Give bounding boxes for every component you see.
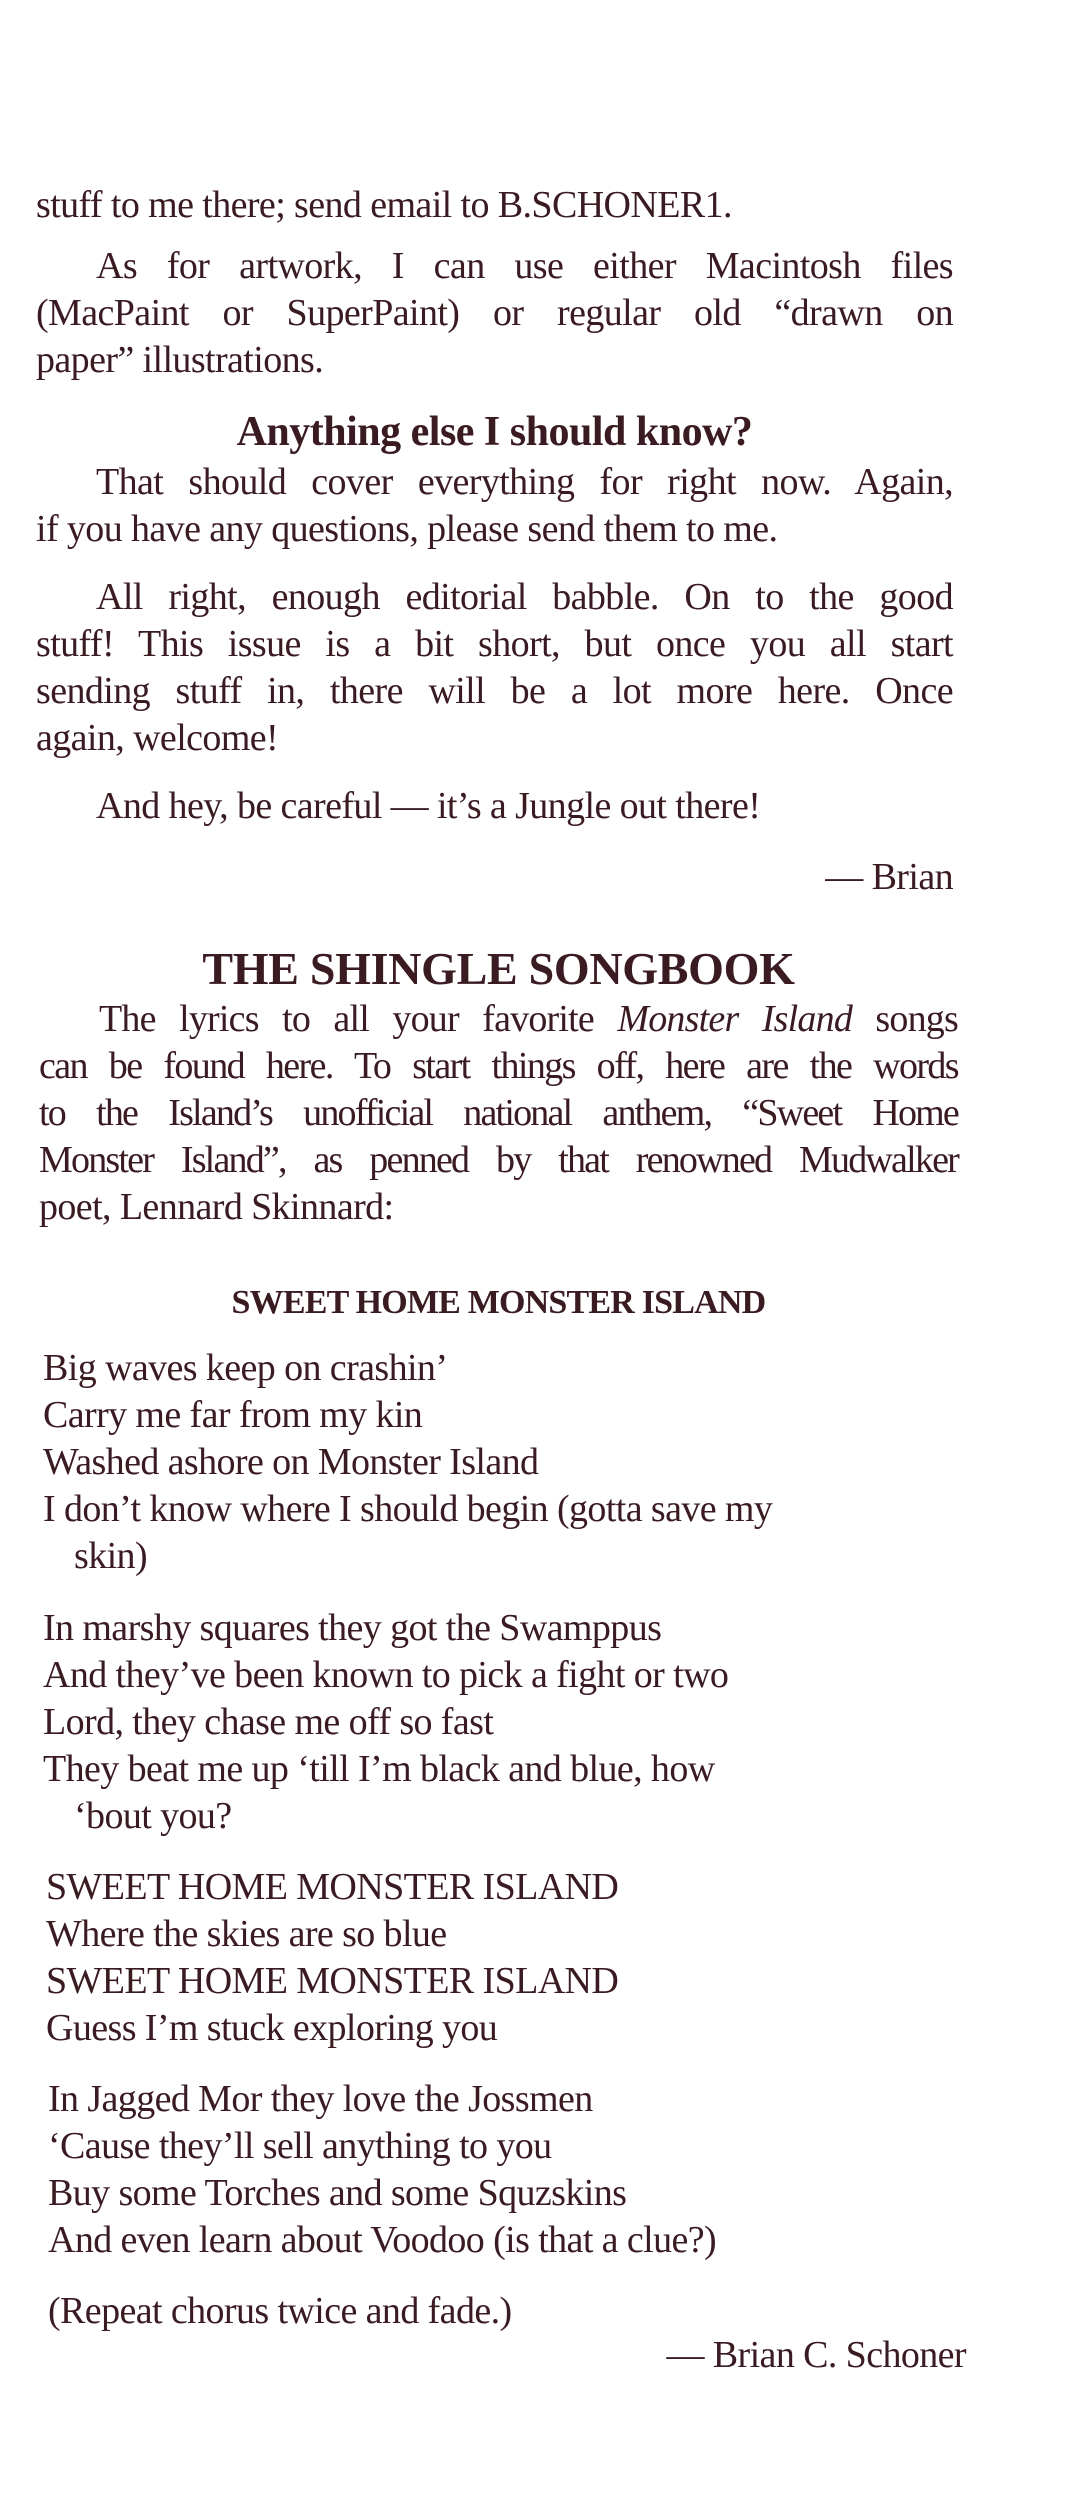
paragraph-line: can be found here. To start things off, here are the words xyxy=(39,1045,958,1087)
paragraph-line: Monster Island”, as penned by that renowned Mudwalker xyxy=(39,1139,958,1181)
lyric-line: Washed ashore on Monster Island xyxy=(43,1441,539,1483)
paragraph-line: paper” illustrations. xyxy=(36,339,324,381)
babble-paragraph xyxy=(36,574,953,762)
lyric-line: And even learn about Voodoo (is that a clue?) xyxy=(48,2219,717,2261)
paragraph-line: poet, Lennard Skinnard: xyxy=(39,1186,394,1228)
lyric-line: Big waves keep on crashin’ xyxy=(43,1347,448,1389)
stanza-3 xyxy=(48,2076,968,2264)
paragraph-line: That should cover everything for right now. Again, xyxy=(96,461,953,503)
paragraph-line: sending stuff in, there will be a lot more here. Once xyxy=(36,670,953,712)
lyric-line: They beat me up ‘till I’m black and blue, how xyxy=(43,1748,715,1790)
lyric-line: Where the skies are so blue xyxy=(46,1913,447,1955)
stanza-1 xyxy=(43,1345,963,1580)
paragraph-line: stuff to me there; send email to B.SCHONER1. xyxy=(36,184,732,226)
game-title: Monster Island xyxy=(617,998,853,1040)
lyric-line: ‘Cause they’ll sell anything to you xyxy=(48,2125,552,2167)
jungle-line: And hey, be careful — it’s a Jungle out there! xyxy=(96,785,761,827)
paragraph-line: if you have any questions, please send them to me. xyxy=(36,508,778,550)
paragraph-line: again, welcome! xyxy=(36,717,279,759)
lyric-line: SWEET HOME MONSTER ISLAND xyxy=(46,1866,619,1908)
lyric-line: SWEET HOME MONSTER ISLAND xyxy=(46,1960,619,2002)
lyric-line: Buy some Torches and some Squzskins xyxy=(48,2172,627,2214)
stanza-2 xyxy=(43,1605,963,1840)
songbook-title: THE SHINGLE SONGBOOK xyxy=(202,943,795,994)
lyric-line: Guess I’m stuck exploring you xyxy=(46,2007,498,2049)
lyric-line: I don’t know where I should begin (gotta save my xyxy=(43,1488,773,1530)
lyric-line: In Jagged Mor they love the Jossmen xyxy=(48,2078,593,2120)
lyric-line: Carry me far from my kin xyxy=(43,1394,423,1436)
cover-paragraph xyxy=(36,459,953,553)
intro-section xyxy=(36,182,953,229)
paragraph-line: All right, enough editorial babble. On to the good xyxy=(96,576,953,618)
signature: — Brian xyxy=(825,856,953,898)
section-heading: Anything else I should know? xyxy=(236,409,753,455)
songbook-intro xyxy=(39,996,958,1231)
chorus xyxy=(46,1864,966,2052)
lyric-line: Lord, they chase me off so fast xyxy=(43,1701,494,1743)
paragraph-line: to the Island’s unofficial national anthem, “Sweet Home xyxy=(39,1092,958,1134)
lyric-line: And they’ve been known to pick a fight or two xyxy=(43,1654,729,1696)
paragraph-line: The lyrics to all your favorite Monster Island songs xyxy=(99,998,958,1040)
song-signature: — Brian C. Schoner xyxy=(666,2334,966,2376)
song-title: SWEET HOME MONSTER ISLAND xyxy=(231,1284,766,1321)
artwork-paragraph xyxy=(36,243,953,384)
repeat-note: (Repeat chorus twice and fade.) xyxy=(48,2290,512,2332)
paragraph-line: As for artwork, I can use either Macintosh files xyxy=(96,245,953,287)
lyric-line: ‘bout you? xyxy=(74,1795,232,1837)
paragraph-line: (MacPaint or SuperPaint) or regular old “drawn on xyxy=(36,292,953,334)
paragraph-line: stuff! This issue is a bit short, but once you all start xyxy=(36,623,953,665)
lyric-line: In marshy squares they got the Swamppus xyxy=(43,1607,662,1649)
lyric-line: skin) xyxy=(74,1535,148,1577)
